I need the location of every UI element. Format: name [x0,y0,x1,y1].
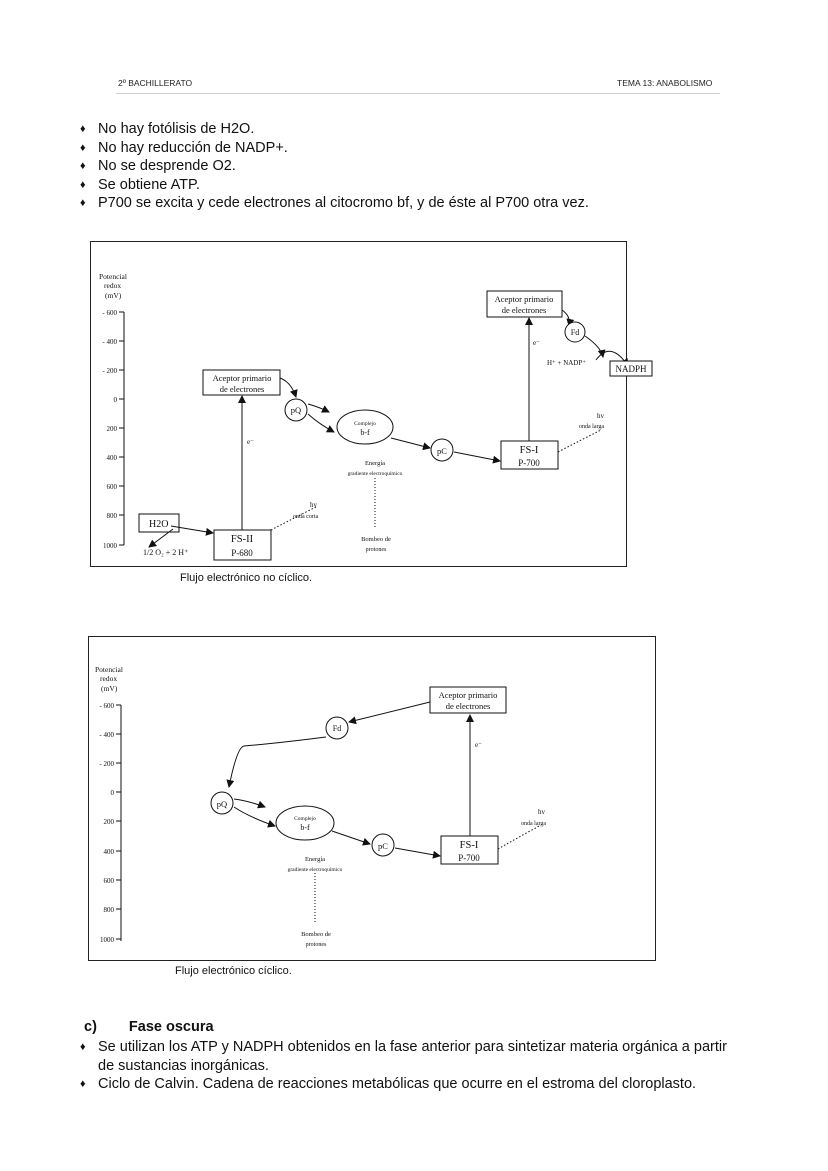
energia-label: Energía [304,856,326,863]
hv-label: onda corta [293,514,319,520]
arrow [229,737,326,787]
tick-label: - 600 [102,309,117,317]
header-left: 2º BACHILLERATO [118,78,193,88]
fs1-label: FS-I [519,445,539,456]
fd-label: Fd [332,724,342,733]
electron-label: e⁻ [475,741,482,749]
complejo-label: b-f [360,428,370,437]
header-right: TEMA 13: ANABOLISMO [617,78,713,88]
arrow [562,310,569,326]
pq-label: pQ [290,405,302,415]
fs1-label: P-700 [518,458,540,468]
list-item: ♦ No se desprende O2. [80,157,589,176]
fs1-label: FS-I [459,840,479,851]
tick-label: - 200 [102,367,117,375]
nadph-label: NADPH [615,364,647,374]
bombeo-label: Bombeo de [301,931,331,938]
tick-label: 600 [106,483,117,491]
figure-cyclic [88,636,656,961]
pq-label: pQ [216,799,228,809]
tick-label: 0 [110,789,114,797]
energia-label: gradiente electroquímico [347,471,403,477]
list-item: ♦ P700 se excita y cede electrones al citocromo bf, y de éste al P700 otra vez. [80,194,589,213]
acceptor-label: de electrones [445,701,491,711]
hv-label: onda larga [521,821,547,827]
electron-label: e⁻ [533,339,540,347]
bullet-list-bottom [80,1038,730,1094]
tick-label: 800 [106,512,117,520]
arrow [395,848,440,856]
axis-title: redox [104,281,122,290]
light-dotted [498,825,541,849]
list-item: ♦ No hay fotólisis de H2O. [80,120,589,139]
fs1-label: P-700 [458,853,480,863]
energia-label: gradiente electroquímico [287,867,343,873]
arrow [585,336,603,357]
arrow [391,438,430,448]
tick-label: 800 [103,906,114,914]
axis-title: (mV) [105,291,122,300]
complejo-bf-node [337,410,393,444]
tick-label: - 600 [99,702,114,710]
arrow [308,404,329,412]
h2o-label: H2O [149,519,169,530]
figure-noncyclic [90,241,647,567]
hv-label: hv [538,808,545,816]
acceptor-label: de electrones [501,305,547,315]
axis-title: Potencial [95,665,123,674]
arrow [454,452,500,461]
list-item: ♦ Se obtiene ATP. [80,176,589,195]
tick-label: 200 [103,818,114,826]
tick-label: - 400 [102,338,117,346]
acceptor-label: de electrones [219,384,265,394]
light-dotted [558,430,601,452]
pc-label: pC [378,841,388,851]
nadp-label: H⁺ + NADP⁺ [547,359,586,367]
complejo-label: b-f [300,823,310,832]
fs2-label: FS-II [230,534,254,545]
arrow [234,807,275,826]
complejo-label: Complejo [354,421,376,427]
tick-label: 1000 [100,936,114,944]
arrow [349,702,430,722]
arrow [234,799,265,807]
hv-label: onda larga [579,424,605,430]
tick-label: 400 [103,848,114,856]
energia-label: Energía [364,460,386,467]
bombeo-label: protones [305,942,327,948]
axis-ticks [116,705,121,939]
tick-label: 1000 [103,542,117,550]
axis-title: (mV) [101,684,118,693]
complejo-label: Complejo [294,816,316,822]
tick-label: - 200 [99,760,114,768]
bombeo-label: Bombeo de [361,536,391,543]
figure-caption: Flujo electrónico cíclico. [175,965,292,977]
list-item: ♦ No hay reducción de NADP+. [80,139,589,158]
diagram-cyclic [89,637,655,960]
axis-ticks [119,312,124,545]
tick-label: 0 [113,396,117,404]
tick-label: 400 [106,454,117,462]
products-label: 1/2 O₂ + 2 H⁺ [143,548,189,557]
section-heading [84,1019,214,1035]
acceptor-label: Aceptor primario [494,294,554,304]
axis-title: Potencial [99,272,127,281]
axis-title: redox [100,674,118,683]
list-item: ♦ Se utilizan los ATP y NADPH obtenidos en la fase anterior para sintetizar materia orgánica a partir de sustancias inorgánicas. [80,1038,730,1075]
bombeo-label: protones [365,547,387,553]
figure-caption: Flujo electrónico no cíclico. [180,572,313,584]
tick-label: - 400 [99,731,114,739]
arrow [332,831,370,844]
fd-label: Fd [570,328,580,337]
hv-label: hv [310,501,317,509]
tick-label: 200 [106,425,117,433]
header-divider [116,93,720,94]
hv-label: hv [597,412,604,420]
section-label: c) [84,1019,97,1035]
acceptor-label: Aceptor primario [212,373,272,383]
acceptor-label: Aceptor primario [438,690,498,700]
diagram-noncyclic [91,242,647,566]
section-title: Fase oscura [128,1019,214,1035]
arrow [308,414,334,432]
pc-label: pC [437,446,447,456]
list-item: ♦ Ciclo de Calvin. Cadena de reacciones metabólicas que ocurre en el estroma del cloroplasto. [80,1075,730,1094]
fs2-label: P-680 [231,548,253,558]
tick-label: 600 [103,877,114,885]
electron-label: e⁻ [247,438,254,446]
arrow [280,378,296,397]
bullet-list-top [80,120,589,213]
